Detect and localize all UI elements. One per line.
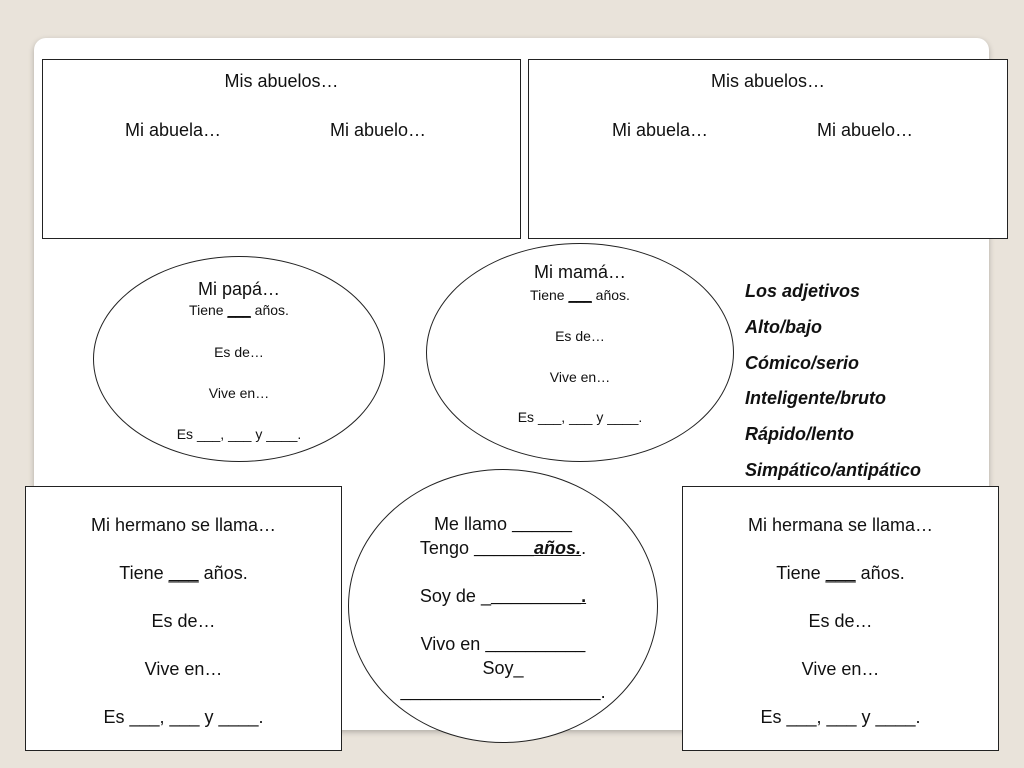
- brother-title: Mi hermano se llama…: [90, 515, 277, 535]
- grandpa-label: Mi abuelo…: [817, 120, 914, 140]
- dad-oval: [93, 256, 385, 462]
- mom-lives: Vive en…: [549, 369, 611, 385]
- grandparents-title: Mis abuelos…: [224, 71, 339, 91]
- sister-box: [682, 486, 999, 751]
- sister-lives: Vive en…: [801, 659, 880, 679]
- grandparents-box-left: [42, 59, 521, 239]
- me-age: Tengo ______años..: [419, 538, 587, 558]
- me-is: Soy_: [482, 658, 524, 678]
- dad-age: Tiene ___ años.: [189, 302, 289, 318]
- brother-traits: Es ___, ___ y ____.: [103, 707, 264, 727]
- sister-age: Tiene ___ años.: [776, 563, 905, 583]
- adjective-item: Alto/bajo: [745, 317, 822, 337]
- brother-age: Tiene ___ años.: [119, 563, 248, 583]
- dad-traits: Es ___, ___ y ____.: [176, 426, 302, 442]
- grandma-label: Mi abuela…: [125, 120, 222, 140]
- adjective-item: Inteligente/bruto: [745, 388, 886, 408]
- grandparents-box-right: [528, 59, 1008, 239]
- grandpa-label: Mi abuelo…: [330, 120, 427, 140]
- sister-from: Es de…: [808, 611, 873, 631]
- adjective-item: Cómico/serio: [745, 353, 860, 373]
- mom-from: Es de…: [555, 328, 605, 344]
- grandma-label: Mi abuela…: [612, 120, 709, 140]
- sister-title: Mi hermana se llama…: [747, 515, 934, 535]
- grandparents-title: Mis abuelos…: [710, 71, 826, 91]
- sister-traits: Es ___, ___ y ____.: [760, 707, 921, 727]
- me-is-blank: ____________________.: [400, 682, 606, 702]
- mom-title: Mi mamá…: [533, 262, 626, 282]
- mom-age: Tiene ___ años.: [530, 287, 630, 303]
- brother-from: Es de…: [151, 611, 216, 631]
- me-oval: [348, 469, 658, 743]
- me-name: Me llamo ______: [433, 514, 573, 534]
- adjectives-title: Los adjetivos: [745, 281, 861, 301]
- mom-oval: [426, 243, 734, 462]
- dad-title: Mi papá…: [197, 279, 281, 299]
- adjective-item: Rápido/lento: [745, 424, 854, 444]
- mom-traits: Es ___, ___ y ____.: [517, 409, 643, 425]
- me-lives: Vivo en __________: [420, 634, 586, 654]
- brother-box: [25, 486, 342, 751]
- dad-lives: Vive en…: [208, 385, 270, 401]
- dad-from: Es de…: [214, 344, 264, 360]
- brother-lives: Vive en…: [144, 659, 223, 679]
- adjective-item: Simpático/antipático: [745, 460, 922, 480]
- me-from: Soy de __________.: [419, 586, 587, 606]
